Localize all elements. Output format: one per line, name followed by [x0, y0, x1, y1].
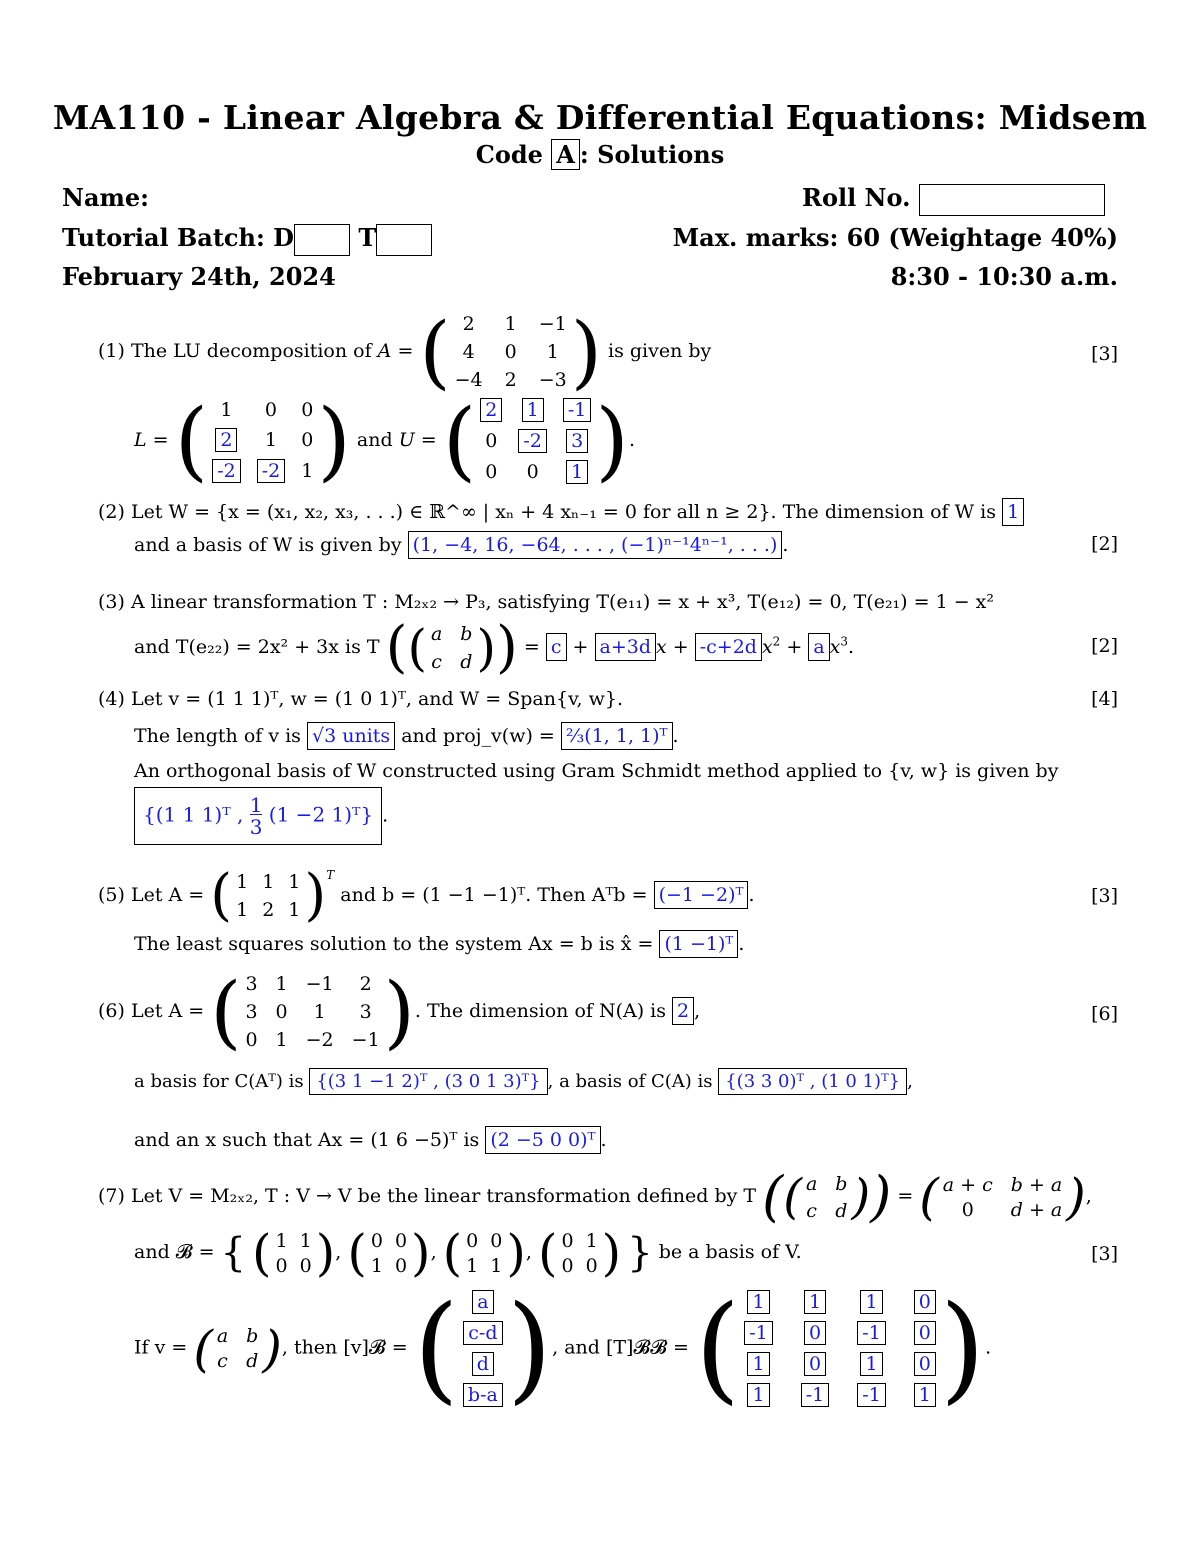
- q3-x3-answer[interactable]: a: [808, 633, 829, 661]
- q4-gs-answer-b: (1 −2 1)ᵀ}: [268, 802, 374, 827]
- code-suffix: : Solutions: [579, 140, 725, 169]
- answer-cell[interactable]: -1: [563, 398, 592, 422]
- q5-text: Let A =: [130, 884, 205, 906]
- matrix-cell: 0: [301, 428, 314, 451]
- q5-ls-answer[interactable]: (1 −1)ᵀ: [659, 930, 738, 958]
- q2-number: (2): [98, 501, 125, 523]
- q1-matrix-u: ( 2 1 -1 0 -2 3 0 0 1 ): [442, 391, 629, 491]
- q4-number: (4): [98, 688, 125, 710]
- answer-cell[interactable]: 1: [747, 1383, 769, 1407]
- matrix-cell: 1: [288, 871, 301, 893]
- answer-cell[interactable]: -2: [212, 459, 241, 483]
- batch-d-box[interactable]: [294, 224, 350, 256]
- q1-marks: [3]: [1091, 343, 1118, 365]
- matrix-cell: 2: [462, 313, 475, 335]
- matrix-cell: 3: [245, 1001, 258, 1023]
- answer-cell[interactable]: a: [472, 1290, 493, 1314]
- q7-basis-line: and 𝓑 = { ( 1 1 0 0 ) , ( 0 0 1 0 ) , ( 0 0 1 1 ) , ( 0 1 0 0 ) } be a basis of V.: [134, 1224, 802, 1282]
- q6-matrix-a: ( 3 1 −1 2 3 0 1 3 0 1 −2 −1 ): [210, 965, 415, 1058]
- question-3: [98, 591, 994, 613]
- q3-x-answer[interactable]: a+3d: [595, 633, 657, 661]
- q6-text-b: . The dimension of N(A) is: [414, 1000, 666, 1022]
- matrix-cell: 0: [264, 398, 277, 421]
- answer-cell[interactable]: -2: [518, 429, 547, 453]
- q1-and: and: [356, 429, 393, 451]
- roll-label: Roll No.: [802, 183, 911, 212]
- exam-date: February 24th, 2024: [62, 262, 336, 291]
- q7-image: ( a + c b + a 0 d + a ): [919, 1168, 1086, 1226]
- q1-number: (1): [98, 340, 125, 362]
- q7-text-e: , then [v]𝓑 =: [281, 1336, 408, 1359]
- answer-cell[interactable]: 1: [566, 460, 588, 484]
- matrix-cell: 0: [526, 460, 539, 483]
- q7-marks: [3]: [1091, 1243, 1118, 1265]
- matrix-cell: −3: [538, 369, 567, 391]
- matrix-cell: 0: [245, 1029, 258, 1051]
- matrix-cell: −4: [454, 369, 483, 391]
- q2-text-b: and a basis of W is given by: [134, 534, 402, 556]
- q5-atb-answer[interactable]: (−1 −2)ᵀ: [654, 881, 749, 909]
- exam-time: 8:30 - 10:30 a.m.: [890, 262, 1118, 291]
- exam-subtitle: [0, 140, 1200, 169]
- exam-title: MA110 - Linear Algebra & Differential Equations: Midsem: [52, 98, 1148, 137]
- q1-matrix-l: ( 1 0 0 2 1 0 -2 -2 1 ): [174, 391, 351, 491]
- answer-cell[interactable]: 0: [804, 1321, 826, 1345]
- q6-ca-answer[interactable]: {(3 3 0)ᵀ , (1 0 1)ᵀ}: [718, 1068, 907, 1095]
- q3-marks: [2]: [1091, 635, 1118, 657]
- q5-number: (5): [98, 884, 125, 906]
- q7-matrix-t: ( 1 1 1 0 -1 0 -1 0 1 0 1 0 1 -1 -1 1 ): [694, 1280, 986, 1416]
- answer-cell[interactable]: -1: [857, 1321, 886, 1345]
- q3-const-answer[interactable]: c: [546, 633, 567, 661]
- roll-field: [802, 183, 1105, 216]
- answer-cell[interactable]: d: [472, 1352, 494, 1376]
- q6-text: Let A =: [130, 1000, 205, 1022]
- q6-ca-label: , a basis of C(A) is: [547, 1071, 713, 1092]
- answer-cell[interactable]: -1: [801, 1383, 830, 1407]
- q1-lu-answer: L = ( 1 0 0 2 1 0 -2 -2 1 ) and U = ( 2 1 -1 0 -2 3 0 0 1 ) .: [134, 391, 636, 491]
- q4-gs-label: An orthogonal basis of W constructed using Gram Schmidt method applied to {v, w} is given by: [134, 760, 1059, 782]
- q3-answer-line: and T(e₂₂) = 2x² + 3x is T ( ( a b c d ) ) = c + a+3d x + -c+2d $x^2 + a$ $x^3$.: [134, 615, 855, 680]
- question-5: (5) Let A = ( 1 1 1 1 2 1 ) $^T$ and b = (1 −1 −1)ᵀ. Then Aᵀb = (−1 −2)ᵀ .: [98, 863, 755, 928]
- question-7: (7) Let V = M₂ₓ₂, T : V → V be the linear transformation defined by T ( ( a b c d ) ) = ( a + c b + a 0 d + a ) ,: [98, 1165, 1092, 1228]
- answer-cell[interactable]: c-d: [463, 1321, 502, 1345]
- name-label: Name:: [62, 183, 150, 212]
- question-2: [98, 498, 1024, 526]
- answer-cell[interactable]: b-a: [463, 1383, 503, 1407]
- q1-matrix-a: ( 2 1 −1 4 0 1 −4 2 −3 ): [419, 305, 602, 398]
- q4-gs-line: {(1 1 1)ᵀ , 1 3 (1 −2 1)ᵀ} .: [134, 787, 388, 845]
- q7-arg: ( ( a b c d ) ): [762, 1165, 892, 1228]
- q6-dimension-answer[interactable]: 2: [672, 997, 694, 1025]
- matrix-cell: −1: [538, 313, 567, 335]
- q4-proj-answer[interactable]: ⅔(1, 1, 1)ᵀ: [561, 722, 673, 750]
- q7-text: Let V = M₂ₓ₂, T : V → V be the linear transformation defined by T: [130, 1185, 757, 1207]
- q6-x-line: and an x such that Ax = (1 6 −5)ᵀ is (2 −5 0 0)ᵀ .: [134, 1126, 607, 1154]
- matrix-cell: 3: [359, 1001, 372, 1023]
- code-box: A: [551, 139, 580, 170]
- q3-x2-answer[interactable]: -c+2d: [695, 633, 762, 661]
- q5-matrix-a: ( 1 1 1 1 2 1 ): [210, 863, 327, 928]
- matrix-cell: 1: [301, 460, 314, 483]
- answer-cell[interactable]: 1: [914, 1383, 936, 1407]
- matrix-cell: 4: [462, 341, 475, 363]
- matrix-cell: 1: [236, 899, 249, 921]
- matrix-cell: 2: [359, 973, 372, 995]
- question-1: (1) The LU decomposition of A = ( 2 1 −1 4 0 1 −4 2 −3 ) is given by: [98, 305, 712, 398]
- q6-cat-label: a basis for C(Aᵀ) is: [134, 1071, 304, 1092]
- answer-cell[interactable]: 0: [804, 1352, 826, 1376]
- matrix-cell: 3: [245, 973, 258, 995]
- q4-gs-answer-a: {(1 1 1)ᵀ ,: [143, 802, 244, 827]
- q6-number: (6): [98, 1000, 125, 1022]
- matrix-cell: 1: [275, 973, 288, 995]
- q5-text-b: and b = (1 −1 −1)ᵀ. Then Aᵀb =: [340, 884, 648, 906]
- q6-x-label: and an x such that Ax = (1 6 −5)ᵀ is: [134, 1129, 480, 1151]
- q4-text: Let v = (1 1 1)ᵀ, w = (1 0 1)ᵀ, and W = Span{v, w}.: [130, 688, 624, 710]
- code-prefix: Code: [475, 140, 543, 169]
- batch-t-box[interactable]: [376, 224, 432, 256]
- matrix-cell: 1: [236, 871, 249, 893]
- answer-cell[interactable]: -1: [744, 1321, 773, 1345]
- q2-marks: [2]: [1091, 533, 1118, 555]
- matrix-cell: 0: [301, 398, 314, 421]
- answer-cell[interactable]: -2: [257, 459, 286, 483]
- matrix-cell: 0: [275, 1001, 288, 1023]
- q4-proj-label: and proj_v(w) =: [401, 725, 555, 747]
- matrix-cell: 0: [504, 341, 517, 363]
- q5-ls-line: The least squares solution to the system Ax = b is x̂ = (1 −1)ᵀ .: [134, 930, 744, 958]
- q6-x-answer[interactable]: (2 −5 0 0)ᵀ: [485, 1126, 600, 1154]
- max-marks: Max. marks: 60 (Weightage 40%): [672, 223, 1118, 252]
- matrix-cell: 1: [504, 313, 517, 335]
- answer-cell[interactable]: 2: [215, 428, 237, 452]
- matrix-cell: −1: [351, 1029, 380, 1051]
- answer-cell[interactable]: 1: [860, 1290, 882, 1314]
- q3-text: A linear transformation T : M₂ₓ₂ → P₃, satisfying T(e₁₁) = x + x³, T(e₁₂) = 0, T(e₂₁) = 1 − x²: [130, 591, 995, 613]
- answer-cell[interactable]: 0: [914, 1321, 936, 1345]
- answer-cell[interactable]: 1: [860, 1352, 882, 1376]
- matrix-cell: 2: [262, 899, 275, 921]
- q2-basis-answer[interactable]: (1, −4, 16, −64, . . . , (−1)ⁿ⁻¹4ⁿ⁻¹, . . .): [408, 531, 783, 559]
- question-4: [98, 688, 623, 710]
- q4-length-answer[interactable]: √3 units: [307, 722, 395, 750]
- q7-text-b: and 𝓑 =: [134, 1241, 215, 1263]
- batch-field: [62, 223, 432, 256]
- q7-number: (7): [98, 1185, 125, 1207]
- q7-text-f: , and [T]𝓑𝓑 =: [552, 1336, 689, 1359]
- answer-cell[interactable]: 0: [914, 1290, 936, 1314]
- answer-cell[interactable]: -1: [857, 1383, 886, 1407]
- matrix-cell: 1: [262, 871, 275, 893]
- matrix-cell: 0: [485, 429, 498, 452]
- answer-cell[interactable]: 1: [522, 398, 544, 422]
- answer-cell[interactable]: 3: [566, 429, 588, 453]
- q4-marks: [4]: [1091, 688, 1118, 710]
- q6-cat-answer[interactable]: {(3 1 −1 2)ᵀ , (3 0 1 3)ᵀ}: [309, 1068, 547, 1095]
- q7-text-d: If v =: [134, 1336, 188, 1359]
- matrix-cell: 1: [546, 341, 559, 363]
- q7-coord-vector: ( a c-d d b-a ): [413, 1280, 553, 1416]
- roll-input-box[interactable]: [919, 184, 1105, 216]
- matrix-cell: 2: [504, 369, 517, 391]
- answer-cell[interactable]: 0: [914, 1352, 936, 1376]
- q3-text-b: and T(e₂₂) = 2x² + 3x is T: [134, 636, 380, 658]
- answer-cell[interactable]: 2: [480, 398, 502, 422]
- q4-gs-answer[interactable]: {(1 1 1)ᵀ , 1 3 (1 −2 1)ᵀ}: [134, 787, 382, 845]
- answer-cell[interactable]: 1: [747, 1352, 769, 1376]
- q5-marks: [3]: [1091, 885, 1118, 907]
- q5-ls-label: The least squares solution to the system Ax = b is x̂ =: [134, 933, 654, 955]
- matrix-cell: 1: [264, 428, 277, 451]
- q7-text-c: be a basis of V.: [658, 1241, 802, 1263]
- matrix-cell: 1: [288, 899, 301, 921]
- q6-marks: [6]: [1091, 1003, 1118, 1025]
- answer-cell[interactable]: 1: [747, 1290, 769, 1314]
- matrix-cell: 1: [220, 398, 233, 421]
- q2-basis-line: and a basis of W is given by (1, −4, 16, −64, . . . , (−1)ⁿ⁻¹4ⁿ⁻¹, . . .) .: [134, 531, 788, 559]
- q4-length-label: The length of v is: [134, 725, 301, 747]
- matrix-cell: 1: [313, 1001, 326, 1023]
- q1-text-b: is given by: [608, 340, 712, 362]
- matrix-cell: −2: [305, 1029, 334, 1051]
- q6-bases-line: a basis for C(Aᵀ) is {(3 1 −1 2)ᵀ , (3 0 1 3)ᵀ} , a basis of C(A) is {(3 3 0)ᵀ , (1 0 1)ᵀ} ,: [134, 1068, 913, 1095]
- q1-text: The LU decomposition of: [130, 340, 372, 362]
- q3-arg: ( ( a b c d ) ): [385, 615, 518, 680]
- batch-label: Tutorial Batch: D: [62, 223, 294, 252]
- q4-length-line: The length of v is √3 units and proj_v(w) = ⅔(1, 1, 1)ᵀ .: [134, 722, 679, 750]
- matrix-cell: 1: [275, 1029, 288, 1051]
- q2-text: Let W = {x = (x₁, x₂, x₃, . . .) ∈ ℝ^∞ | xₙ + 4 xₙ₋₁ = 0 for all n ≥ 2}. The dimension of W is: [130, 501, 997, 523]
- q2-dimension-answer[interactable]: 1: [1002, 498, 1024, 526]
- matrix-cell: 0: [485, 460, 498, 483]
- answer-cell[interactable]: 1: [804, 1290, 826, 1314]
- q3-number: (3): [98, 591, 125, 613]
- q7-answer-line: If v = ( a b c d ) , then [v]𝓑 = ( a c-d d b-a ) , and [T]𝓑𝓑 = ( 1 1 1 0 -1 0 -1 0 1 0 1 0 1 -1 -1 1 ) .: [134, 1280, 992, 1416]
- batch-t-label: T: [358, 223, 377, 252]
- question-6: (6) Let A = ( 3 1 −1 2 3 0 1 3 0 1 −2 −1 ) . The dimension of N(A) is 2 ,: [98, 965, 701, 1058]
- matrix-cell: −1: [305, 973, 334, 995]
